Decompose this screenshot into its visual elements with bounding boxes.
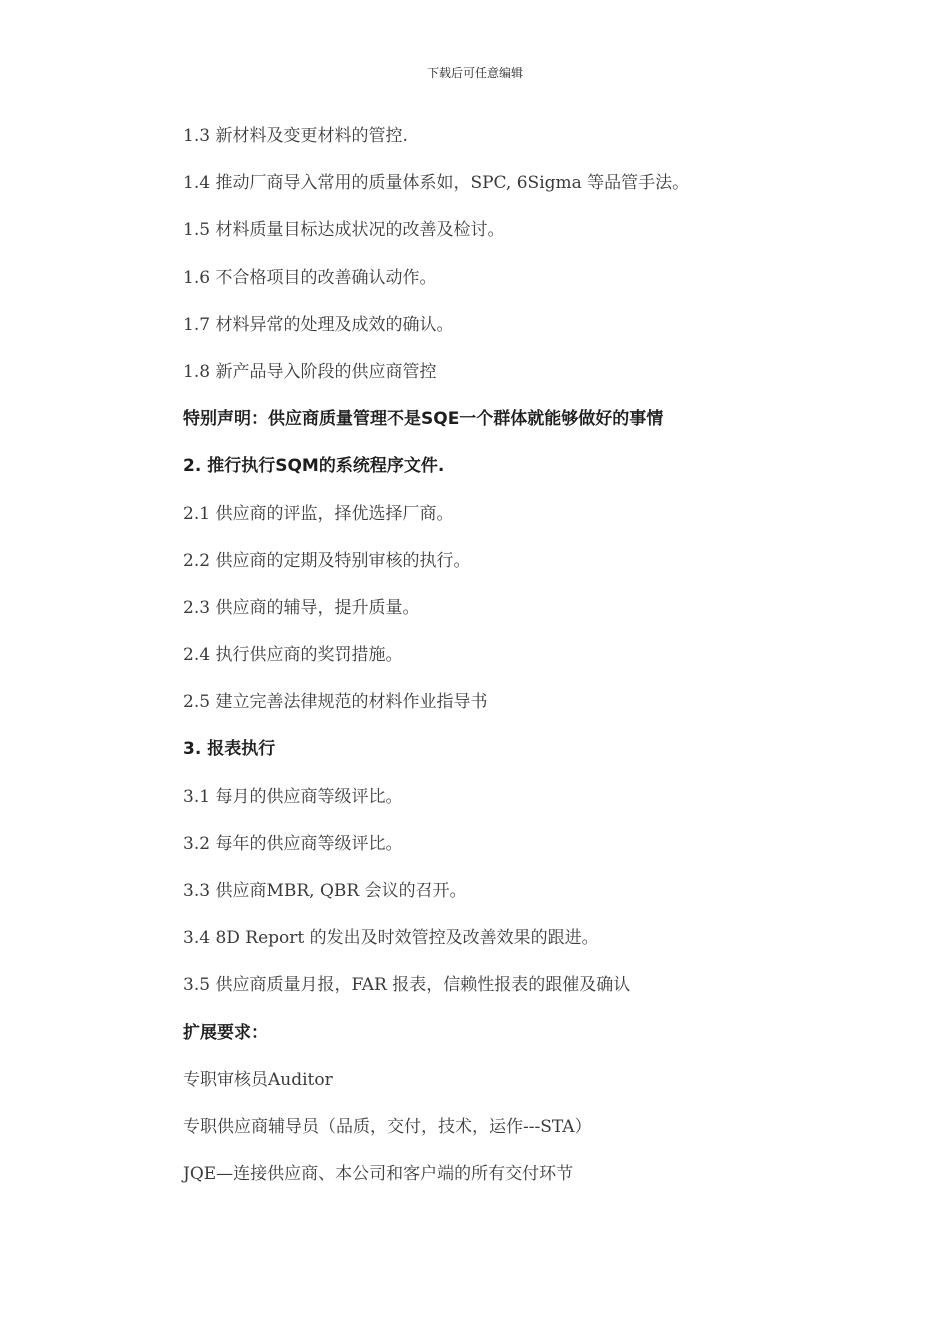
paragraph-1-4: 1.4 推动厂商导入常用的质量体系如，SPC, 6Sigma 等品管手法。: [183, 173, 690, 194]
paragraph-jqe: JQE—连接供应商、本公司和客户端的所有交付环节: [183, 1164, 574, 1185]
section-2-heading: 2. 推行执行SQM的系统程序文件.: [183, 456, 445, 477]
paragraph-3-4: 3.4 8D Report 的发出及时效管控及改善效果的跟进。: [183, 928, 599, 949]
paragraph-2-4: 2.4 执行供应商的奖罚措施。: [183, 645, 403, 666]
paragraph-3-1: 3.1 每月的供应商等级评比。: [183, 786, 403, 807]
paragraph-1-7: 1.7 材料异常的处理及成效的确认。: [183, 314, 454, 335]
document-body: [183, 122, 883, 1207]
paragraph-1-6: 1.6 不合格项目的改善确认动作。: [183, 267, 437, 288]
paragraph-auditor: 专职审核员Auditor: [183, 1069, 333, 1090]
paragraph-2-1: 2.1 供应商的评监，择优选择厂商。: [183, 503, 454, 524]
paragraph-1-3: 1.3 新材料及变更材料的管控.: [183, 126, 408, 146]
paragraph-2-3: 2.3 供应商的辅导，提升质量。: [183, 597, 420, 618]
paragraph-1-8: 1.8 新产品导入阶段的供应商管控: [183, 361, 437, 382]
paragraph-sta: 专职供应商辅导员（品质，交付，技术，运作---STA）: [183, 1116, 592, 1137]
page-header: 下载后可任意编辑: [426, 66, 523, 80]
paragraph-2-5: 2.5 建立完善法律规范的材料作业指导书: [183, 692, 488, 713]
paragraph-2-2: 2.2 供应商的定期及特别审核的执行。: [183, 550, 471, 571]
special-statement-heading: 特别声明：供应商质量管理不是SQE一个群体就能够做好的事情: [183, 409, 664, 430]
extension-requirements-heading: 扩展要求：: [183, 1022, 268, 1043]
paragraph-3-2: 3.2 每年的供应商等级评比。: [183, 833, 403, 854]
paragraph-3-3: 3.3 供应商MBR, QBR 会议的召开。: [183, 881, 467, 901]
section-3-heading: 3. 报表执行: [183, 739, 276, 760]
paragraph-3-5: 3.5 供应商质量月报，FAR 报表，信赖性报表的跟催及确认: [183, 975, 631, 996]
paragraph-1-5: 1.5 材料质量目标达成状况的改善及检讨。: [183, 220, 505, 241]
